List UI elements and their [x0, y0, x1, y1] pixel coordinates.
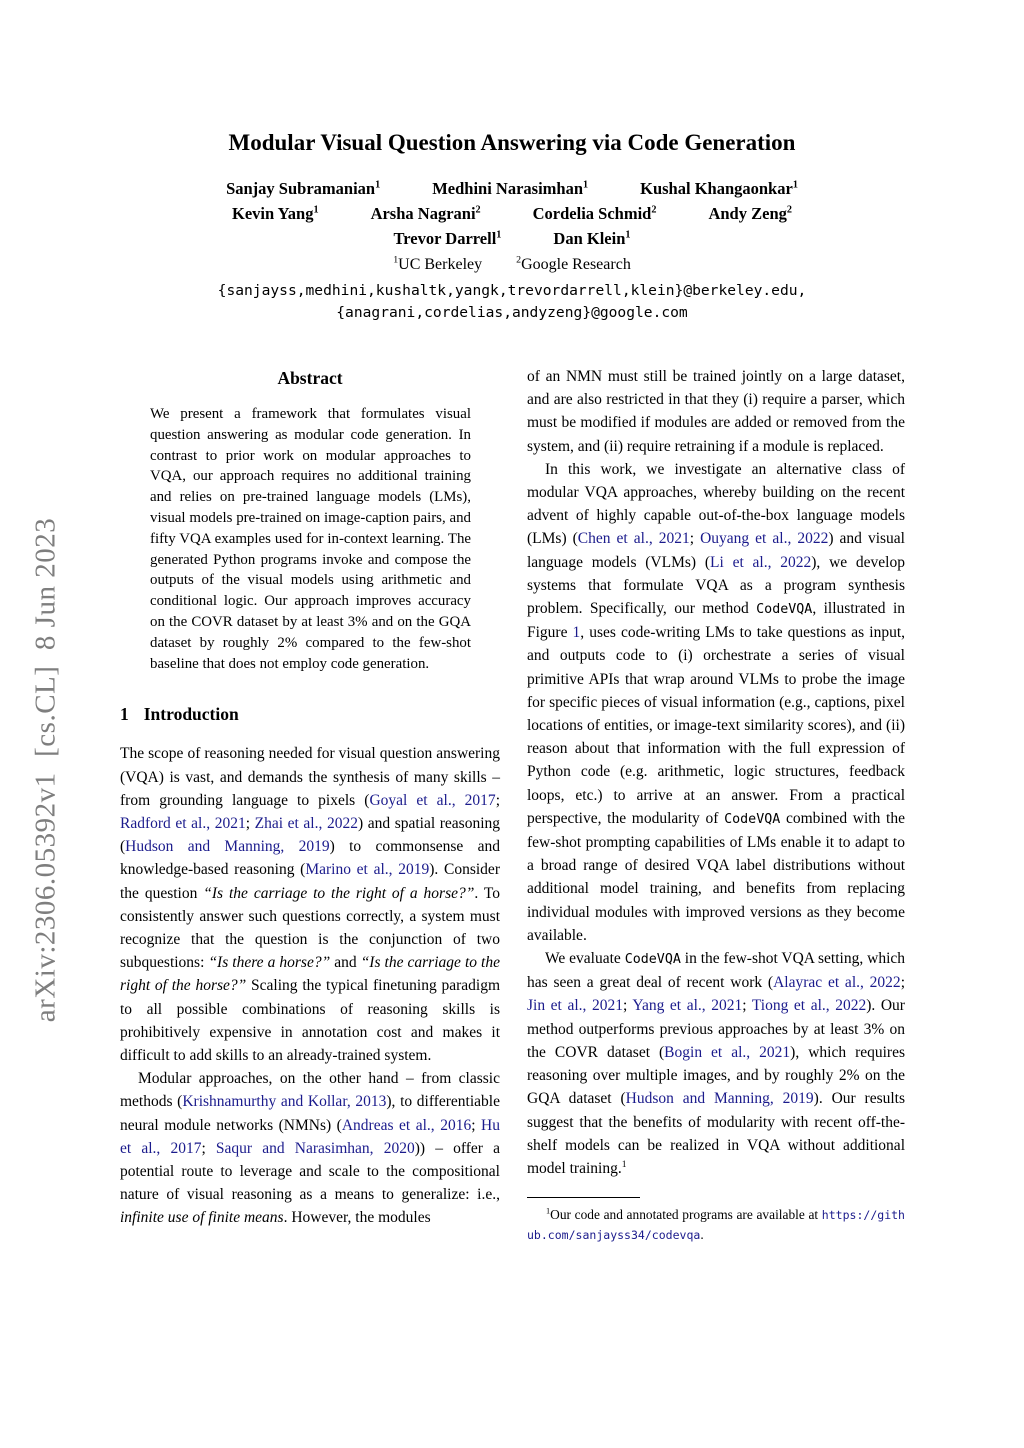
paper-title: Modular Visual Question Answering via Code Generation	[228, 130, 796, 155]
paragraph: The scope of reasoning needed for visual question answering (VQA) is vast, and demands the synthesis of many skills – from grounding language to pixels (Goyal et al., 2017; Radford et al., 2021; Zhai et al., 2022) and spatial reasoning (Hudson and Manning, 2019) to commonsense and knowledge-based reasoning (Marino et al., 2019). Consider the question “Is the carriage to the right of a horse?”. To consistently answer such questions correctly, a system must recognize that the question is the conjunction of two subquestions: “Is there a horse?” and “Is the carriage to the right of the horse?” Scaling the typical finetuning paradigm to all possible combinations of reasoning skills is prohibitively expensive in annotation cost and makes it difficult to add skills to an already-trained system.	[120, 745, 501, 1064]
author-row	[0, 176, 1024, 201]
author: Medhini Narasimhan$^1$	[432, 179, 589, 198]
two-column-body	[120, 365, 905, 1246]
abstract-heading: Abstract	[277, 368, 343, 388]
author: Cordelia Schmid$^2$	[532, 204, 657, 223]
paragraph: We evaluate CodeVQA in the few-shot VQA setting, which has seen a great deal of recent work (Alayrac et al., 2022; Jin et al., 2021; Yang et al., 2021; Tiong et al., 2022). Our method outperforms previous approaches by at least 3% on the COVR dataset (Bogin et al., 2021), which requires reasoning over multiple images, and by roughly 2% on the GQA dataset (Hudson and Manning, 2019). Our results suggest that the benefits of modularity with recent off-the-shelf models can be realized in VQA without additional model training.$^1$	[527, 950, 906, 1177]
citation-link[interactable]: Ouyang et al., 2022	[700, 530, 829, 548]
author-row	[0, 226, 1024, 251]
citation-link[interactable]: Li et al., 2022	[710, 553, 812, 571]
email-line: {sanjayss,medhini,kushaltk,yangk,trevordarrell,klein}@berkeley.edu,	[217, 282, 807, 299]
paragraph: Modular approaches, on the other hand – from classic methods (Krishnamurthy and Kollar, 2013), to differentiable neural module networks (NMNs) (Andreas et al., 2016; Hu et al., 2017; Saqur and Narasimhan, 2020)) – offer a potential route to leverage and scale to the compositional nature of visual reasoning as a means to generalize: i.e., infinite use of finite means. However, the modules	[120, 1070, 500, 1227]
figure-ref-link[interactable]: 1	[572, 624, 581, 642]
citation-link[interactable]: Marino et al., 2019	[305, 861, 430, 879]
citation-link[interactable]: Goyal et al., 2017	[369, 791, 496, 809]
section-heading-introduction	[120, 704, 500, 725]
paragraph: of an NMN must still be trained jointly on a large dataset, and are also restricted in that they (i) require a parser, which must be modified if modules are added or removed from the system, and (ii) require retraining if a module is replaced.	[527, 368, 905, 455]
section-number: 1	[120, 704, 129, 725]
citation-link[interactable]: Hu et al., 2017	[120, 1116, 500, 1157]
author: Arsha Nagrani$^2$	[370, 204, 481, 223]
code-repo-link[interactable]: https://github.com/sanjayss34/codevqa	[527, 1208, 905, 1243]
citation-link[interactable]: Tiong et al., 2022	[751, 997, 867, 1015]
footnote-rule	[527, 1197, 640, 1198]
section-title: Introduction	[143, 704, 239, 725]
email-line: {anagrani,cordelias,andyzeng}@google.com	[336, 303, 688, 321]
citation-link[interactable]: Krishnamurthy and Kollar, 2013	[182, 1093, 387, 1111]
citation-link[interactable]: Hudson and Manning, 2019	[125, 838, 330, 856]
citation-link[interactable]: Chen et al., 2021	[577, 530, 690, 548]
author: Dan Klein$^1$	[553, 229, 631, 248]
citation-link[interactable]: Alayrac et al., 2022	[773, 974, 901, 992]
footnote-marker[interactable]: 1	[621, 1158, 627, 1170]
author-row	[0, 201, 1024, 226]
citation-link[interactable]: Bogin et al., 2021	[664, 1043, 791, 1061]
author: Kevin Yang$^1$	[232, 204, 319, 223]
citation-link[interactable]: Jin et al., 2021	[527, 997, 623, 1015]
author: Kushal Khangaonkar$^1$	[640, 179, 798, 198]
author-emails	[0, 280, 1024, 323]
citation-link[interactable]: Zhai et al., 2022	[254, 814, 358, 832]
left-column	[120, 365, 500, 1246]
citation-link[interactable]: Hudson and Manning, 2019	[625, 1090, 814, 1108]
abstract-text: We present a framework that formulates visual question answering as modular code generation. In contrast to prior work on modular approaches to VQA, our approach requires no additional training and relies on pre-trained language models (LMs), visual models pre-trained on image-caption pairs, and fifty VQA examples used for in-context learning. The generated Python programs invoke and compose the outputs of the visual models using arithmetic and conditional logic. Our approach improves accuracy on the COVR dataset by at least 3% and on the GQA dataset by roughly 2% compared to the few-shot baseline that does not employ code generation.	[150, 406, 471, 672]
paragraph: In this work, we investigate an alternative class of modular VQA approaches, whereby building on the recent advent of highly capable out-of-the-box language models (LMs) (Chen et al., 2021; Ouyang et al., 2022) and visual language models (VLMs) (Li et al., 2022), we develop systems that formulate VQA as a program synthesis problem. Specifically, our method CodeVQA, illustrated in Figure 1, uses code-writing LMs to take questions as input, and outputs code to (i) orchestrate a series of visual primitive APIs that wrap around VLMs to probe the image for specific pieces of visual information (e.g., captions, pixel locations of entities, or image-text similarity scores), and (ii) reason about that information with the full expression of Python code (e.g. arithmetic, logic structures, feedback loops, etc.) to arrive at an answer. From a practical perspective, the modularity of CodeVQA combined with the few-shot prompting capabilities of LMs enable it to adapt to a broad range of desired VQA label distributions without additional model training, and benefits from replacing individual modules with improved versions as they become available.	[527, 460, 906, 944]
arxiv-watermark: arXiv:2306.05392v1 [cs.CL] 8 Jun 2023	[29, 517, 62, 1023]
citation-link[interactable]: Saqur and Narasimhan, 2020	[215, 1139, 415, 1157]
author: Andy Zeng$^2$	[708, 204, 792, 223]
citation-link[interactable]: Radford et al., 2021	[120, 814, 246, 832]
citation-link[interactable]: Andreas et al., 2016	[341, 1116, 472, 1134]
footnote: $^1$Our code and annotated programs are available at https://github.com/sanjayss34/codevqa.	[527, 1206, 905, 1243]
affiliations	[0, 252, 1024, 277]
author: Sanjay Subramanian$^1$	[226, 179, 381, 198]
paper-header	[0, 0, 1024, 323]
author: Trevor Darrell$^1$	[393, 229, 502, 248]
affiliation: $^1$UC Berkeley	[393, 254, 483, 273]
citation-link[interactable]: Yang et al., 2021	[632, 997, 743, 1015]
affiliation: $^2$Google Research	[516, 254, 631, 273]
right-column	[527, 365, 905, 1246]
